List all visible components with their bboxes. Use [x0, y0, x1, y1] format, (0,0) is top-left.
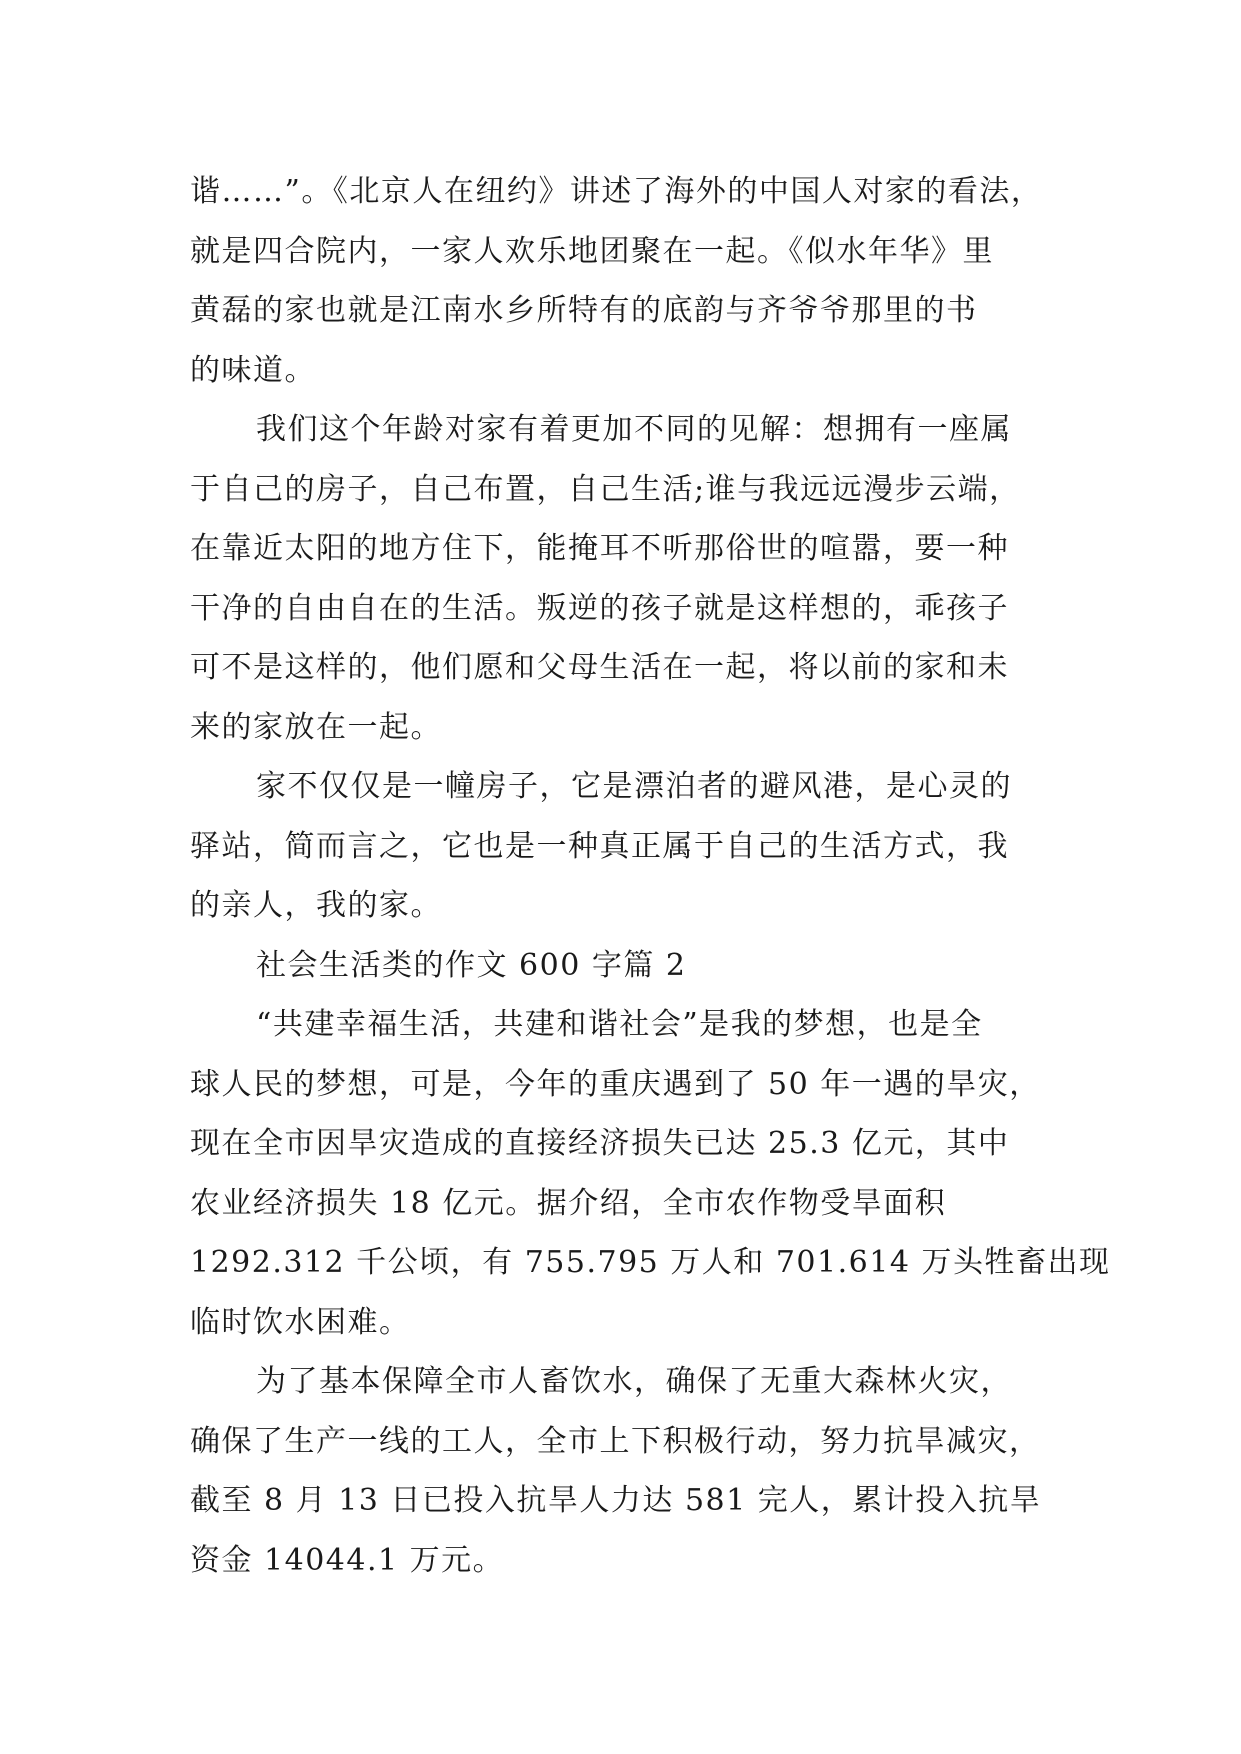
text-line: 球人民的梦想，可是，今年的重庆遇到了 50 年一遇的旱灾，	[190, 1066, 1041, 1102]
text-line: 的味道。	[190, 352, 316, 388]
text-line: 驿站，简而言之，它也是一种真正属于自己的生活方式，我	[190, 828, 1009, 864]
text-line: 为了基本保障全市人畜饮水，确保了无重大森林火灾，	[256, 1364, 1012, 1399]
text-line: 我们这个年龄对家有着更加不同的见解：想拥有一座属	[256, 412, 1012, 447]
text-line: 1292.312 千公顷，有 755.795 万人和 701.614 万头牲畜出现	[190, 1245, 1111, 1280]
text-line: 在靠近太阳的地方住下，能掩耳不听那俗世的喧嚣，要一种	[190, 531, 1009, 566]
document-body	[190, 162, 1111, 1590]
text-line: 黄磊的家也就是江南水乡所特有的底韵与齐爷爷那里的书	[190, 293, 978, 328]
text-line: 于自己的房子，自己布置，自己生活;谁与我远远漫步云端，	[190, 471, 1021, 507]
text-line: 干净的自由自在的生活。叛逆的孩子就是这样想的，乖孩子	[190, 590, 1009, 626]
text-line: 农业经济损失 18 亿元。据介绍，全市农作物受旱面积	[190, 1185, 947, 1221]
text-line: 的亲人，我的家。	[190, 888, 442, 923]
text-line: 资金 14044.1 万元。	[190, 1542, 505, 1578]
text-line: 社会生活类的作文 600 字篇 2	[256, 947, 687, 983]
text-line: 截至 8 月 13 日已投入抗旱人力达 581 完人，累计投入抗旱	[190, 1483, 1042, 1518]
text-line: 来的家放在一起。	[190, 709, 442, 745]
text-line: “共建幸福生活，共建和谐社会”是我的梦想，也是全	[256, 1007, 983, 1042]
text-line: 现在全市因旱灾造成的直接经济损失已达 25.3 亿元，其中	[190, 1126, 1010, 1161]
text-line: 家不仅仅是一幢房子，它是漂泊者的避风港，是心灵的	[256, 769, 1012, 804]
text-line: 临时饮水困难。	[190, 1304, 411, 1340]
text-line: 可不是这样的，他们愿和父母生活在一起，将以前的家和未	[190, 650, 1009, 685]
text-line: 谐……”。《北京人在纽约》讲述了海外的中国人对家的看法，	[190, 174, 1043, 209]
text-line: 确保了生产一线的工人，全市上下积极行动，努力抗旱减灾，	[190, 1423, 1041, 1459]
text-line: 就是四合院内，一家人欢乐地团聚在一起。《似水年华》里	[190, 233, 994, 269]
